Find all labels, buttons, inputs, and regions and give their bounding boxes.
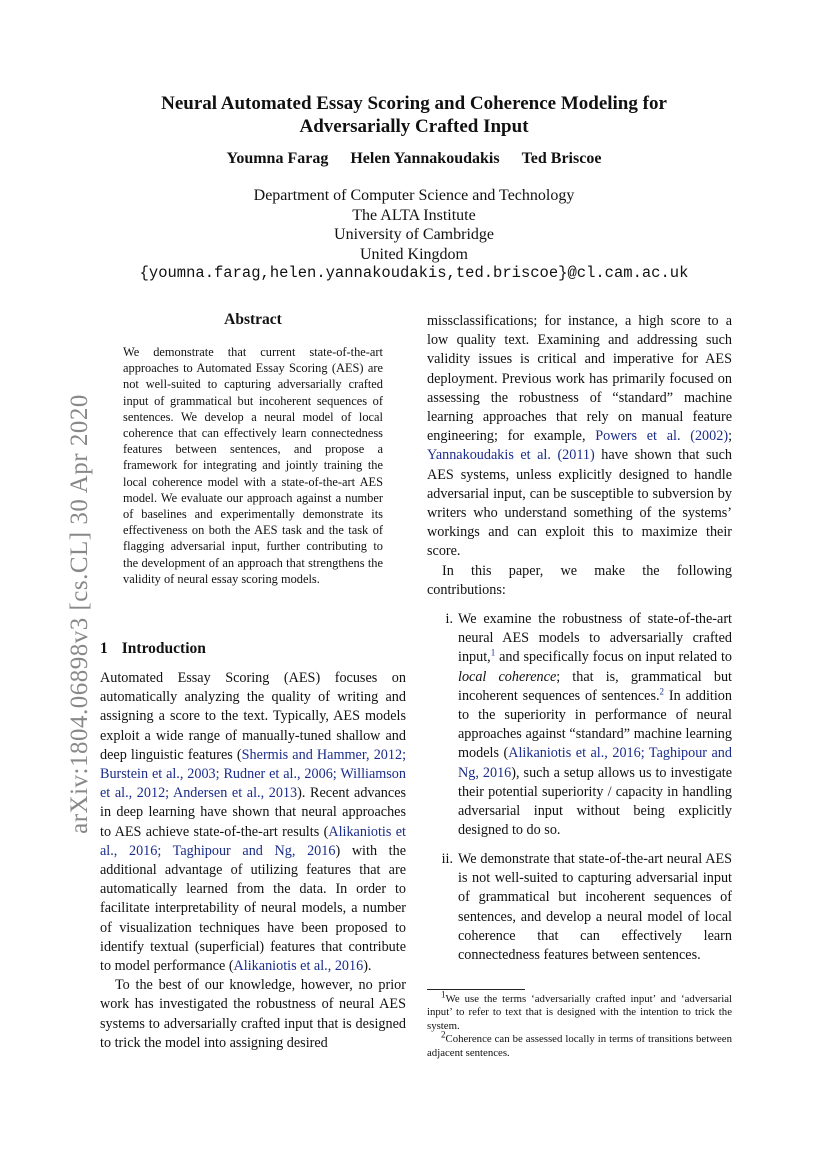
footnote-marker[interactable]: 1: [490, 647, 496, 658]
left-column-body: [100, 669, 406, 1053]
citation-link[interactable]: Shermis and Hammer, 2012; Burstein et al., 2003; Rudner et al., 2006; Williamson et al., 2012; Andersen et al., 2013: [100, 746, 407, 802]
affiliation-university: University of Cambridge: [334, 226, 494, 243]
text-run: In addition to the superiority in performance of neural approaches against “standard” machine learning models (: [458, 687, 732, 762]
right-column-body: [427, 312, 732, 600]
citation-link[interactable]: Alikaniotis et al., 2016: [233, 958, 364, 975]
author-2: Helen Yannakoudakis: [350, 150, 500, 167]
citation-link[interactable]: Powers et al. (2002): [595, 428, 729, 445]
footnote-1: [427, 989, 732, 1033]
text-run: ; that is, grammatical but incoherent sequences of sentences.: [458, 668, 732, 704]
intro-paragraph-1: [100, 669, 406, 976]
emphasis: local coherence: [458, 668, 557, 685]
contribution-label: ii.: [441, 851, 453, 867]
text-run: Automated Essay Scoring (AES) focuses on automatically analyzing the quality of writing and assigning a score to the text. Typically, AES models exploit a wide range of manually-tuned shallow and deep linguistic features (: [100, 670, 406, 763]
affiliation-country: United Kingdom: [360, 245, 468, 263]
section-number: 1: [100, 640, 108, 657]
text-run: missclassifications; for instance, a high score to a low quality text. Examining and addressing such validity issues is critical and imperative for AES deployment. Previous work has primarily focused on assessing the robustness of “standard” machine learning approaches that rely on manual feature engineering; for example,: [427, 313, 732, 445]
contribution-text: [458, 610, 732, 840]
affiliation-department: Department of Computer Science and Technology: [253, 187, 575, 204]
right-paragraph-1: [427, 312, 732, 562]
author-3: Ted Briscoe: [521, 150, 602, 167]
footnote-text: Coherence can be assessed locally in terms of transitions between adjacent sentences.: [427, 1033, 732, 1059]
footnote-marker[interactable]: 2: [659, 686, 665, 697]
text-run: ;: [728, 428, 733, 445]
abstract-heading: Abstract: [224, 311, 282, 328]
footnote-2: [427, 1029, 732, 1060]
section-title: Introduction: [121, 640, 206, 657]
text-run: and specifically focus on input related to: [495, 649, 732, 666]
section-heading-introduction: [100, 640, 206, 658]
citation-link[interactable]: Alikaniotis et al., 2016; Taghipour and Ng, 2016: [100, 823, 406, 859]
author-1: Youmna Farag: [226, 150, 329, 167]
text-run: ), such a setup allows us to investigate their potential superiority / capacity in handling adversarial input without being explicitly designed to do so.: [458, 764, 732, 839]
citation-link[interactable]: Alikaniotis et al., 2016; Taghipour and Ng, 2016: [458, 745, 732, 781]
footnotes: [427, 989, 732, 1060]
text-run: have shown that such AES systems, unless explicitly designed to handle adversarial input, can be susceptible to subversion by writers who understand something of the systems’ workings and can exploit this to maximize their score.: [427, 447, 732, 560]
author-emails: {youmna.farag,helen.yannakoudakis,ted.briscoe}@cl.cam.ac.uk: [139, 264, 689, 282]
intro-paragraph-2: To the best of our knowledge, however, no prior work has investigated the robustness of neural AES systems to adversarially crafted input that is designed to trick the model into assigning desired: [100, 977, 406, 1051]
right-paragraph-2: In this paper, we make the following contributions:: [427, 562, 732, 598]
affiliation-institute: The ALTA Institute: [352, 206, 476, 224]
footnote-number: 2: [441, 1029, 446, 1040]
author-list: [0, 150, 828, 168]
affiliation-block: [0, 186, 828, 284]
contribution-label: i.: [445, 611, 453, 627]
arxiv-identifier: arXiv:1804.06898v3 [cs.CL] 30 Apr 2020: [66, 394, 93, 834]
footnote-number: 1: [441, 989, 446, 1000]
title-line-2: Adversarially Crafted Input: [299, 116, 529, 137]
citation-link[interactable]: Yannakoudakis et al. (2011): [427, 447, 595, 464]
text-run: ).: [363, 958, 372, 975]
footnote-text: We use the terms ‘adversarially crafted input’ and ‘adversarial input’ to refer to text that is designed with the intention to trick the system.: [427, 993, 732, 1032]
text-run: ) with the additional advantage of utilizing features that are automatically learned from the data. In order to facilitate interpretability of neural models, a number of visualization techniques have been proposed to identify textual (superficial) features that contribute to model performance (: [100, 842, 407, 975]
title-line-1: Neural Automated Essay Scoring and Coherence Modeling for: [161, 93, 667, 114]
contribution-text: We demonstrate that state-of-the-art neural AES is not well-suited to capturing adversarial input of grammatical but incoherent sequences of sentences, and develop a neural model of local coherence that can effectively learn connectedness features between sentences.: [458, 851, 732, 964]
text-run: ). Recent advances in deep learning have shown that neural approaches to AES achieve state-of-the-art results (: [100, 785, 407, 840]
paper-title: [0, 92, 828, 138]
abstract-text: We demonstrate that current state-of-the-art approaches to Automated Essay Scoring (AES) are not well-suited to capturing adversarially crafted input of grammatical but incoherent sequences of sentences. We develop a neural model of local coherence that can effectively learn connectedness features between sentences, and propose a framework for integrating and jointly training the local coherence model with a state-of-the-art AES model. We evaluate our approach against a number of baselines and experimentally demonstrate its effectiveness on both the AES task and the task of flagging adversarial input, further contributing to the development of an approach that strengthens the validity of neural essay scoring models.: [123, 345, 383, 586]
text-run: We examine the robustness of state-of-the-art neural AES models to adversarially crafted input,: [458, 611, 732, 666]
